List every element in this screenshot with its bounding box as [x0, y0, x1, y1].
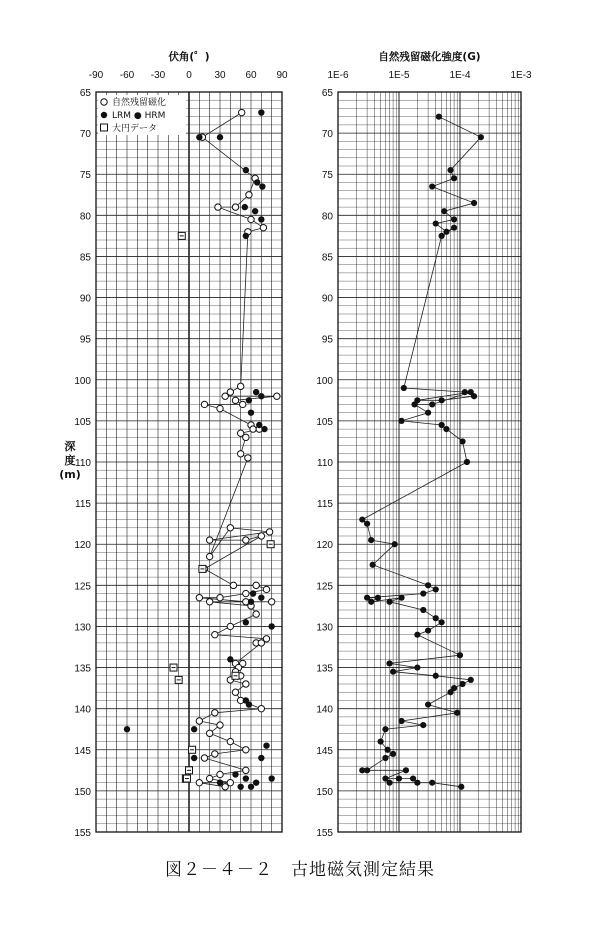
data-point-lrm [258, 594, 264, 600]
data-point-intensity [478, 134, 484, 140]
data-point-intensity [403, 767, 409, 773]
data-point-natural [237, 383, 243, 389]
data-point-natural [230, 582, 236, 588]
data-point-intensity [398, 718, 404, 724]
data-point-natural [240, 401, 246, 407]
y-tick-label: 110 [75, 458, 91, 469]
y-tick-label: 120 [74, 540, 91, 552]
data-point-natural [206, 730, 212, 736]
data-point-intensity [429, 401, 435, 407]
data-point-lrm [217, 779, 223, 785]
data-point-lrm [196, 134, 202, 140]
data-point-intensity [398, 418, 404, 424]
depth-axis-label [50, 440, 90, 482]
data-point-lrm [253, 779, 259, 785]
data-point-lrm [246, 397, 252, 403]
legend-marker-great-circle [101, 124, 108, 131]
data-point-natural [227, 525, 233, 531]
figure-caption: 図２－４－２ 古地磁気測定結果 [165, 860, 435, 880]
legend-label-great-circle: 大円データ [112, 124, 158, 134]
data-point-natural [206, 537, 212, 543]
data-point-intensity [382, 726, 388, 732]
x-tick-label: 90 [276, 70, 288, 81]
inclination-panel [74, 50, 288, 839]
data-point-intensity [441, 208, 447, 214]
data-point-natural [196, 718, 202, 724]
x-tick-label: 1E-5 [388, 70, 410, 81]
y-tick-label: 65 [79, 88, 91, 99]
y-tick-label: 85 [321, 252, 333, 264]
data-point-natural [266, 529, 272, 535]
data-point-intensity [425, 627, 431, 633]
data-point-lrm [248, 599, 254, 605]
data-point-natural [258, 640, 264, 646]
y-tick-label: 140 [316, 704, 333, 716]
x-tick-label: 1E-3 [510, 70, 532, 81]
data-point-natural [258, 705, 264, 711]
y-tick-label: 150 [74, 786, 91, 798]
data-point-natural [217, 405, 223, 411]
x-tick-label: 0 [186, 70, 192, 81]
data-point-natural [243, 537, 249, 543]
chart-title-intensity: 自然残留磁化強度(G) [378, 51, 481, 63]
y-tick-label: 90 [321, 293, 333, 305]
data-point-lrm [243, 167, 249, 173]
x-tick-label: 60 [245, 70, 257, 81]
data-point-natural [227, 623, 233, 629]
y-tick-label: 110 [317, 458, 333, 469]
data-point-natural [217, 722, 223, 728]
y-tick-label: 105 [316, 416, 333, 428]
data-point-lrm [242, 204, 248, 210]
legend-marker-natural [101, 99, 107, 105]
data-point-intensity [433, 220, 439, 226]
y-tick-label: 145 [316, 745, 333, 757]
y-tick-label: 105 [74, 416, 91, 428]
data-point-intensity [386, 780, 392, 786]
data-point-lrm [243, 775, 249, 781]
data-point-natural [243, 434, 249, 440]
y-tick-label: 70 [79, 129, 91, 141]
data-point-lrm [261, 426, 267, 432]
data-point-natural [258, 533, 264, 539]
y-tick-label: 155 [74, 828, 91, 839]
chart-title-inclination: 伏角(゜) [168, 51, 210, 63]
data-point-intensity [468, 389, 474, 395]
data-point-intensity [436, 114, 442, 120]
data-point-lrm [253, 389, 259, 395]
data-point-natural [232, 397, 238, 403]
data-point-lrm [258, 393, 264, 399]
data-point-natural [217, 771, 223, 777]
y-tick-label: 85 [79, 252, 91, 264]
x-tick-label: -60 [119, 70, 135, 81]
data-point-natural [237, 451, 243, 457]
data-point-intensity [447, 167, 453, 173]
y-tick-label: 75 [79, 170, 91, 182]
data-point-natural [217, 594, 223, 600]
data-point-intensity [414, 664, 420, 670]
data-point-lrm [191, 755, 197, 761]
data-point-lrm [252, 208, 258, 214]
data-point-intensity [459, 681, 465, 687]
data-point-intensity [368, 537, 374, 543]
data-point-intensity [439, 233, 445, 239]
data-point-intensity [459, 438, 465, 444]
legend-label-natural: 自然残留磁化 [112, 98, 167, 108]
data-point-intensity [433, 673, 439, 679]
data-point-intensity [443, 426, 449, 432]
y-tick-label: 125 [74, 581, 91, 593]
data-point-natural [268, 599, 274, 605]
y-tick-label: 145 [74, 745, 91, 757]
data-point-lrm [258, 755, 264, 761]
depth-label-unit: (m) [59, 468, 81, 481]
data-point-intensity [364, 521, 370, 527]
y-tick-label: 100 [74, 375, 91, 387]
data-point-intensity [420, 590, 426, 596]
data-point-intensity [390, 751, 396, 757]
y-tick-label: 95 [321, 334, 333, 346]
data-point-intensity [425, 582, 431, 588]
data-point-natural [212, 710, 218, 716]
data-point-intensity [420, 722, 426, 728]
data-point-intensity [414, 632, 420, 638]
data-point-natural [201, 755, 207, 761]
data-point-natural [232, 689, 238, 695]
data-point-intensity [370, 562, 376, 568]
data-point-natural [215, 204, 221, 210]
data-point-intensity [443, 229, 449, 235]
data-point-natural [206, 775, 212, 781]
y-tick-label: 140 [74, 704, 91, 716]
y-tick-label: 115 [317, 499, 333, 511]
data-point-lrm [246, 701, 252, 707]
data-point-intensity [401, 385, 407, 391]
data-point-intensity [425, 410, 431, 416]
legend [98, 95, 186, 135]
data-point-intensity [386, 660, 392, 666]
data-point-lrm [243, 233, 249, 239]
data-point-natural [212, 751, 218, 757]
data-point-intensity [392, 541, 398, 547]
y-tick-label: 150 [316, 786, 333, 798]
data-point-intensity [382, 755, 388, 761]
y-tick-label: 120 [316, 540, 333, 552]
data-point-intensity [464, 459, 470, 465]
y-tick-label: 135 [316, 663, 333, 675]
y-tick-label: 125 [316, 581, 333, 593]
y-tick-label: 95 [79, 334, 91, 346]
data-point-lrm [256, 422, 262, 428]
data-point-natural [246, 192, 252, 198]
data-point-intensity [414, 780, 420, 786]
data-point-natural [201, 401, 207, 407]
data-point-intensity [454, 710, 460, 716]
data-point-lrm [124, 726, 130, 732]
data-point-intensity [429, 183, 435, 189]
data-point-natural [212, 631, 218, 637]
data-point-intensity [425, 701, 431, 707]
x-tick-label: 1E-6 [327, 70, 349, 81]
y-tick-label: 130 [316, 622, 333, 634]
legend-marker-lrm [101, 112, 107, 118]
y-tick-label: 130 [74, 622, 91, 634]
data-point-natural [263, 586, 269, 592]
data-point-intensity [396, 775, 402, 781]
data-point-natural [232, 204, 238, 210]
data-point-natural [243, 590, 249, 596]
data-point-lrm [227, 656, 233, 662]
y-tick-label: 155 [316, 828, 333, 839]
data-point-intensity [368, 599, 374, 605]
data-point-lrm [250, 590, 256, 596]
data-point-intensity [384, 747, 390, 753]
data-point-natural [243, 767, 249, 773]
data-point-lrm [259, 183, 265, 189]
y-tick-label: 135 [74, 663, 91, 675]
data-point-natural [243, 747, 249, 753]
data-point-natural [253, 611, 259, 617]
data-point-natural [248, 216, 254, 222]
y-tick-label: 75 [321, 170, 333, 182]
data-point-intensity [439, 422, 445, 428]
data-point-natural [206, 599, 212, 605]
data-point-intensity [439, 397, 445, 403]
y-tick-label: 80 [321, 211, 333, 223]
data-point-intensity [451, 225, 457, 231]
data-point-natural [222, 393, 228, 399]
y-tick-label: 65 [321, 88, 333, 99]
data-point-intensity [411, 401, 417, 407]
data-point-intensity [375, 595, 381, 601]
data-point-natural [245, 455, 251, 461]
data-point-natural [250, 426, 256, 432]
data-point-lrm [243, 619, 249, 625]
intensity-panel [316, 50, 532, 839]
data-point-intensity [398, 595, 404, 601]
y-tick-label: 100 [316, 375, 333, 387]
data-point-lrm [217, 134, 223, 140]
y-tick-label: 80 [79, 211, 91, 223]
data-point-lrm [232, 771, 238, 777]
series-line-natural [199, 113, 276, 787]
data-point-natural [243, 681, 249, 687]
data-point-intensity [359, 516, 365, 522]
data-point-natural [227, 738, 233, 744]
y-tick-label: 115 [75, 499, 91, 511]
data-point-intensity [462, 389, 468, 395]
data-point-intensity [429, 780, 435, 786]
data-point-intensity [439, 619, 445, 625]
data-point-intensity [457, 652, 463, 658]
data-point-intensity [471, 200, 477, 206]
data-point-natural [196, 594, 202, 600]
data-point-natural [206, 553, 212, 559]
x-tick-label: 1E-4 [449, 70, 471, 81]
data-point-lrm [248, 784, 254, 790]
data-point-intensity [386, 599, 392, 605]
data-point-natural [222, 784, 228, 790]
depth-label-char-2: 度 [64, 454, 76, 467]
legend-label-lrm-hrm: LRM ● HRM [112, 111, 166, 121]
data-point-intensity [447, 689, 453, 695]
data-point-intensity [390, 669, 396, 675]
data-point-lrm [258, 109, 264, 115]
data-point-lrm [248, 409, 254, 415]
data-point-intensity [433, 586, 439, 592]
x-tick-label: -30 [150, 70, 166, 81]
data-point-lrm [268, 775, 274, 781]
data-point-natural [260, 224, 266, 230]
depth-label-char-1: 深 [64, 440, 76, 453]
y-tick-label: 70 [321, 129, 333, 141]
data-point-intensity [420, 607, 426, 613]
data-point-lrm [268, 623, 274, 629]
x-tick-label: -90 [88, 70, 104, 81]
data-point-natural [239, 109, 245, 115]
data-point-lrm [191, 726, 197, 732]
data-point-lrm [237, 784, 243, 790]
data-point-intensity [359, 767, 365, 773]
data-point-intensity [433, 615, 439, 621]
data-point-intensity [378, 738, 384, 744]
data-point-intensity [458, 784, 464, 790]
x-tick-label: 30 [214, 70, 226, 81]
data-point-lrm [254, 179, 260, 185]
data-point-intensity [468, 677, 474, 683]
data-point-natural [196, 779, 202, 785]
data-point-lrm [263, 742, 269, 748]
data-point-natural [253, 582, 259, 588]
y-tick-label: 90 [79, 293, 91, 305]
data-point-lrm [258, 216, 264, 222]
data-point-natural [274, 393, 280, 399]
data-point-intensity [451, 216, 457, 222]
data-point-intensity [451, 175, 457, 181]
